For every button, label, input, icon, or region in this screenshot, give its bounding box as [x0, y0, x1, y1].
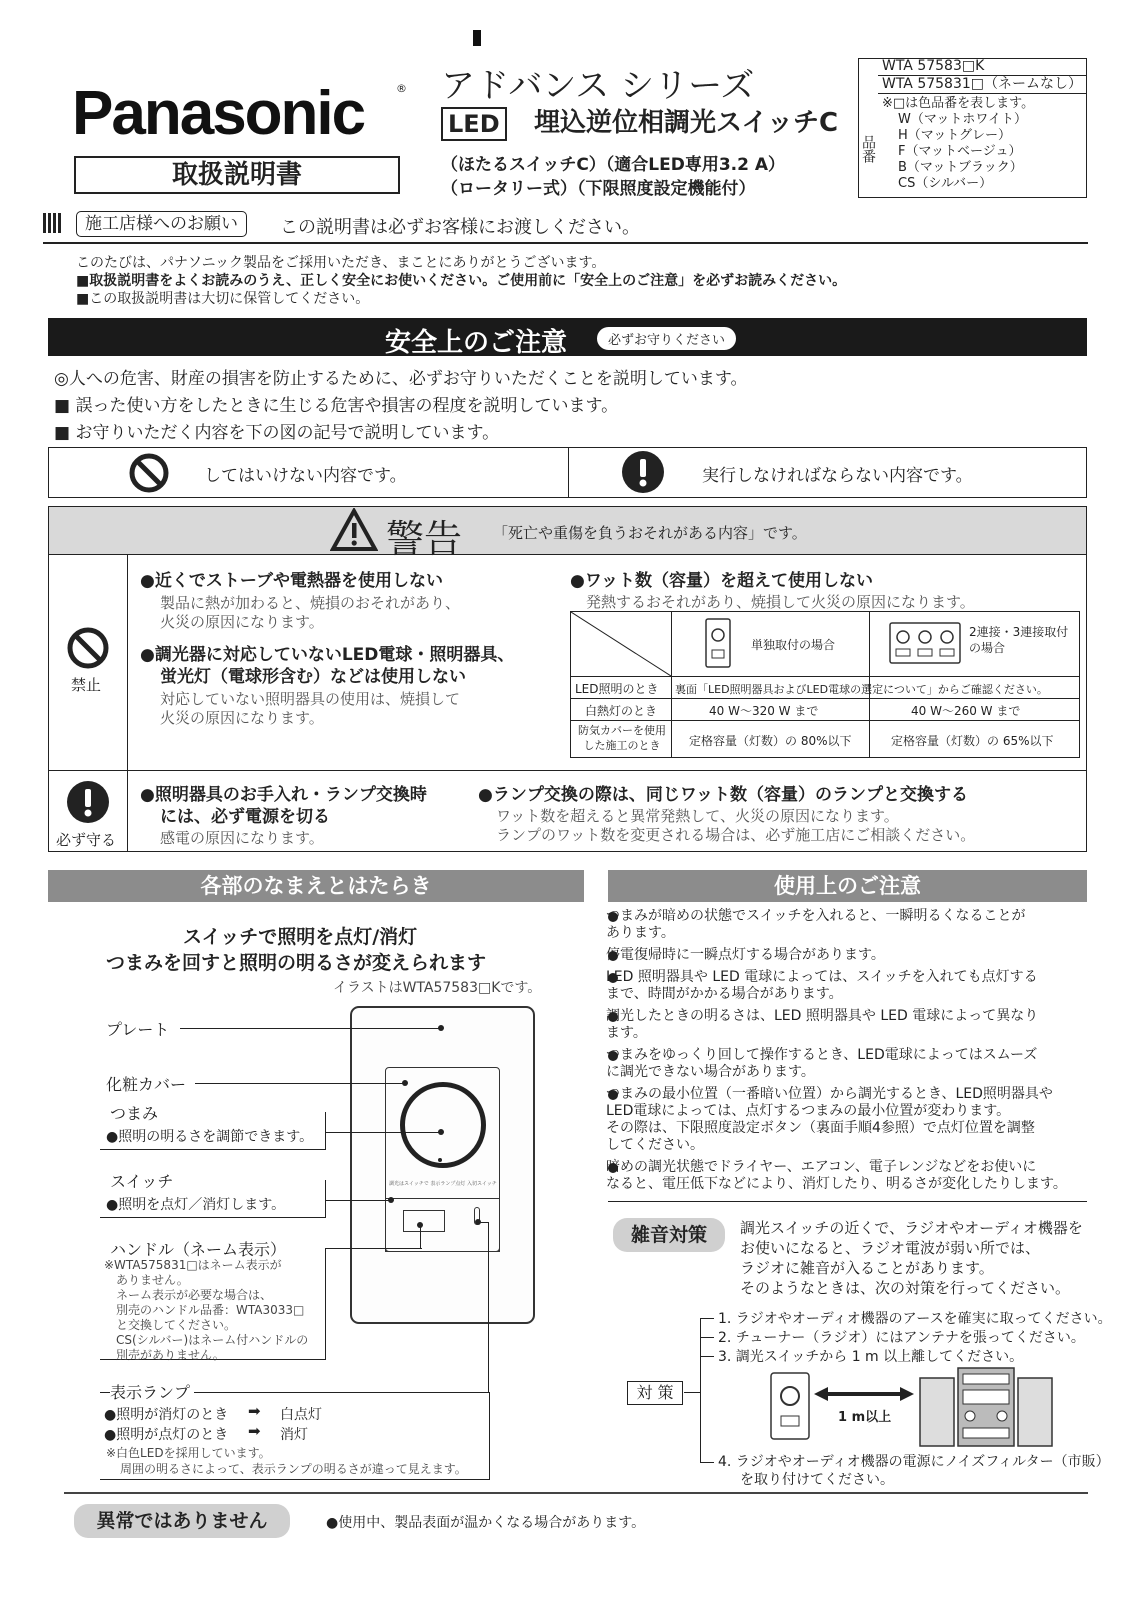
handle-notes — [104, 1258, 308, 1363]
leader-dot — [438, 1025, 444, 1031]
divider — [568, 447, 569, 498]
brand-logo: Panasonic — [72, 79, 365, 148]
leader-line — [420, 1225, 421, 1249]
not-abnormal-label: 異常ではありません — [74, 1504, 290, 1538]
row-value: 裏面「LED照明器具およびLED電球の選定について」からご確認ください。 — [675, 683, 1048, 696]
plate-print: 調光はスイッチで 表示ランプ点灯 入切スイッチ — [389, 1181, 497, 1187]
usage-item-line: 調光したときの明るさは、LED 照明器具や LED 電球によって異なり — [606, 1008, 1039, 1024]
safety-pill: 必ずお守りください — [597, 327, 736, 350]
pn-color: B（マットブラック） — [898, 160, 1023, 175]
usage-item-line: に調光できない場合があります。 — [606, 1064, 815, 1080]
mandatory-icon — [621, 450, 665, 494]
usage-item-line: 暗めの調光状態でドライヤー、エアコン、電子レンジなどをお使いに — [606, 1159, 1037, 1175]
handle-note: と交換してください。 — [116, 1318, 237, 1332]
usage-item-line: まで、時間がかかる場合があります。 — [606, 986, 843, 1002]
divider — [43, 242, 1088, 244]
part-number-label: 品番 — [860, 135, 876, 163]
pn-color: F（マットベージュ） — [898, 144, 1022, 159]
led-badge: LED — [441, 107, 507, 141]
row-value: 定格容量（灯数）の 65%以下 — [891, 734, 1054, 748]
warning-item-body: 火災の原因になります。 — [160, 613, 324, 631]
pn-color: H（マットグレー） — [898, 128, 1011, 143]
leader-line — [195, 1083, 405, 1084]
switch-desc: ●照明を点灯／消灯します。 — [106, 1197, 286, 1213]
handle-note: ※WTA575831□はネーム表示が — [104, 1258, 282, 1272]
warning-item-body: 対応していない照明器具の使用は、焼損して — [160, 690, 461, 708]
warning-item-body: ランプのワット数を変更される場合は、必ず施工店にご相談ください。 — [496, 826, 976, 844]
warning-note: 「死亡や重傷を負うおそれがある内容」です。 — [493, 524, 807, 542]
warning-item-body: ワット数を超えると異常発熱して、火災の原因になります。 — [496, 807, 899, 825]
noise-desc-line: ラジオに雑音が入ることがあります。 — [740, 1259, 994, 1277]
warning-item-body: 製品に熱が加わると、焼損のおそれがあり、 — [160, 594, 461, 612]
part-number-1: WTA 57583□K — [878, 58, 1087, 76]
pn-color: CS（シルバー） — [898, 176, 993, 191]
arrow-right-icon: ➡ — [248, 1422, 261, 1440]
safety-line: ■ 誤った使い方をしたときに生じる危害や損害の程度を説明しています。 — [54, 396, 619, 416]
distance-label: 1 m以上 — [838, 1410, 892, 1425]
divider — [571, 720, 1079, 721]
single-mount-label: 単独取付の場合 — [751, 638, 836, 652]
row-label: 白熱灯のとき — [585, 704, 658, 718]
leader-line — [326, 1132, 440, 1133]
countermeasure-label: 対 策 — [627, 1381, 683, 1405]
registration-mark — [473, 30, 481, 46]
audio-system-icon — [918, 1366, 1054, 1450]
row-label: LED照明のとき — [575, 682, 659, 696]
installer-request-label: 施工店様へのお願い — [76, 211, 247, 237]
divider — [571, 676, 1079, 677]
divider — [571, 698, 1079, 699]
row-label: 防気カバーを使用した施工のとき — [578, 724, 666, 752]
warning-item-heading: ●照明器具のお手入れ・ランプ交換時 — [140, 785, 427, 805]
noise-title: 雑音対策 — [613, 1218, 725, 1252]
noise-step: 2. チューナー（ラジオ）にはアンテナを張ってください。 — [718, 1330, 1085, 1346]
part-number-2: WTA 575831□（ネームなし） — [878, 76, 1087, 94]
divider — [64, 1492, 1088, 1494]
usage-item-line: LED電球によっては、点灯するつまみの最小位置が変わります。 — [606, 1103, 1011, 1119]
handle-note: CS(シルバー)はネーム付ハンドルの — [116, 1333, 309, 1347]
noise-step: 4. ラジオやオーディオ機器の電源にノイズフィルター（市販） — [718, 1454, 1110, 1470]
part-label-handle: ハンドル（ネーム表示） — [110, 1237, 290, 1260]
usage-item-line: つまみが暗めの状態でスイッチを入れると、一瞬明るくなることが — [606, 908, 1026, 924]
footer-text: ●使用中、製品表面が温かくなる場合があります。 — [326, 1515, 646, 1531]
parts-title: 各部のなまえとはたらき — [48, 870, 584, 902]
dimmer-switch-icon — [770, 1372, 810, 1440]
multi-mount-label: 2連接・3連接取付の場合 — [969, 625, 1069, 655]
divider — [608, 1201, 1087, 1202]
row-value: 定格容量（灯数）の 80%以下 — [689, 734, 852, 748]
arrow-right-icon: ➡ — [248, 1402, 261, 1420]
usage-item-line: あります。 — [606, 925, 675, 941]
intro-line: ■この取扱説明書は大切に保管してください。 — [76, 291, 370, 307]
warning-item-body: 発熱するおそれがあり、焼損して火災の原因になります。 — [586, 593, 975, 611]
product-name: 埋込逆位相調光スイッチC — [534, 108, 839, 138]
prohibition-icon — [128, 452, 170, 494]
wattage-table — [570, 611, 1080, 758]
leader-line — [488, 1222, 489, 1392]
row-value: 40 W～320 W まで — [709, 704, 819, 718]
multi-switch-icon — [889, 622, 961, 664]
divider — [671, 612, 672, 757]
lamp-state-2-value: 消灯 — [280, 1427, 308, 1443]
usage-item-line: つまみの最小位置（一番暗い位置）から調光するとき、LED照明器具や — [606, 1086, 1053, 1102]
prohibition-icon — [66, 626, 110, 670]
mandatory-legend: 実行しなければならない内容です。 — [702, 466, 973, 486]
handle-note: 別売のハンドル品番：WTA3033□ — [116, 1303, 305, 1317]
noise-step: 3. 調光スイッチから 1 m 以上離してください。 — [718, 1349, 1024, 1365]
bracket-line — [700, 1462, 714, 1463]
divider — [48, 770, 1087, 771]
warning-item-heading: ●調光器に対応していないLED電球・照明器具、 — [140, 645, 515, 665]
warning-item-heading: ●ワット数（容量）を超えて使用しない — [570, 571, 873, 591]
table-diagonal — [571, 612, 671, 676]
lamp-note: 周囲の明るさによって、表示ランプの明るさが違って見えます。 — [120, 1462, 467, 1476]
noise-step: を取り付けてください。 — [740, 1472, 894, 1488]
warning-item-heading: ●ランプ交換の際は、同じワット数（容量）のランプと交換する — [478, 785, 968, 805]
product-subtitle-1: （ほたるスイッチC）（適合LED専用3.2 A） — [441, 155, 786, 175]
lamp-state-2: ●照明が点灯のとき — [104, 1427, 229, 1443]
usage-item-line: ます。 — [606, 1025, 647, 1041]
lamp-state-1: ●照明が消灯のとき — [104, 1407, 229, 1423]
handle-note: 別売がありません。 — [116, 1348, 225, 1362]
prohibition-label: 禁止 — [71, 676, 102, 694]
mandatory-icon — [66, 780, 110, 824]
knob-illustration — [400, 1082, 486, 1168]
lamp-note: ※白色LEDを採用しています。 — [106, 1446, 271, 1460]
pn-color: W（マットホワイト） — [898, 112, 1027, 127]
warning-item-heading: には、必ず電源を切る — [160, 807, 330, 827]
knob-desc: ●照明の明るさを調節できます。 — [106, 1129, 314, 1145]
leader-dot — [388, 1197, 394, 1203]
qr-code-icon — [43, 213, 63, 233]
safety-line: ◎人への危害、財産の損害を防止するために、必ずお守りいただくことを説明しています。 — [54, 369, 748, 389]
warning-item-heading: ●近くでストーブや電熱器を使用しない — [140, 571, 443, 591]
pn-note: ※□は色品番を表します。 — [882, 96, 1035, 111]
warning-triangle-icon — [330, 508, 378, 552]
row-value: 40 W～260 W まで — [911, 704, 1021, 718]
warning-item-body: 火災の原因になります。 — [160, 709, 324, 727]
handle-illustration — [403, 1210, 445, 1232]
part-label-plate: プレート — [106, 1020, 170, 1039]
usage-item-line: その際は、下限照度設定ボタン（裏面手順4参照）で点灯位置を調整 — [606, 1120, 1035, 1136]
handle-note: ネーム表示が必要な場合は、 — [116, 1288, 273, 1302]
part-label-knob: つまみ — [110, 1101, 162, 1124]
leader-dot — [438, 1129, 444, 1135]
safety-header-bar — [48, 318, 1087, 356]
prohibition-legend: してはいけない内容です。 — [204, 466, 407, 486]
noise-desc-line: そのようなときは、次の対策を行ってください。 — [740, 1279, 1071, 1297]
double-arrow-icon — [814, 1386, 914, 1402]
bracket-line — [700, 1356, 714, 1357]
bracket-line — [700, 1318, 701, 1462]
warning-item-body: 感電の原因になります。 — [160, 829, 324, 847]
intro-line: ■取扱説明書をよくお読みのうえ、正しく安全にお使いください。ご使用前に「安全上のご注意」を必ずお読みください。 — [76, 273, 847, 289]
lamp-state-1-value: 白点灯 — [280, 1407, 322, 1423]
noise-desc — [740, 1218, 1083, 1298]
leader-dot — [417, 1222, 423, 1228]
leader-line — [326, 1248, 422, 1249]
parts-lead-1: スイッチで照明を点灯/消灯 — [183, 926, 418, 948]
single-switch-icon — [705, 618, 731, 668]
series-name: アドバンス シリーズ — [441, 66, 755, 106]
intro-line: このたびは、パナソニック製品をご採用いただき、まことにありがとうございます。 — [76, 255, 606, 271]
usage-item-line: 停電復帰時に一瞬点灯する場合があります。 — [606, 947, 885, 963]
usage-title: 使用上のご注意 — [608, 870, 1087, 902]
safety-title: 安全上のご注意 — [385, 328, 568, 358]
part-label-lamp: 表示ランプ — [110, 1380, 194, 1403]
installer-request-text: この説明書は必ずお客様にお渡しください。 — [280, 217, 640, 238]
manual-title: 取扱説明書 — [74, 156, 400, 194]
registered-mark: ® — [396, 82, 407, 95]
safety-line: ■ お守りいただく内容を下の図の記号で説明しています。 — [54, 423, 500, 443]
noise-desc-line: お使いになると、ラジオ電波が弱い所では、 — [740, 1239, 1041, 1257]
leader-dot — [475, 1219, 481, 1225]
knob-dot — [438, 1158, 442, 1162]
product-subtitle-2: （ロータリー式）（下限照度設定機能付） — [441, 179, 756, 199]
bracket-line — [700, 1337, 714, 1338]
parts-lead-2: つまみを回すと照明の明るさが変えられます — [106, 952, 487, 974]
bracket-line — [684, 1392, 700, 1393]
noise-step: 1. ラジオやオーディオ機器のアースを確実に取ってください。 — [718, 1311, 1112, 1327]
handle-note: ありません。 — [116, 1273, 189, 1287]
usage-item-line: してください。 — [606, 1137, 704, 1153]
warning-item-heading: 蛍光灯（電球形含む）などは使用しない — [160, 667, 466, 687]
leader-dot — [402, 1080, 408, 1086]
usage-item-line: LED 照明器具や LED 電球によっては、スイッチを入れても点灯する — [606, 969, 1038, 985]
warning-title: 警告 — [386, 517, 463, 561]
mandatory-label: 必ず守る — [56, 831, 117, 849]
leader-line — [180, 1028, 440, 1029]
usage-item-line: なると、電圧低下などにより、消灯したり、明るさが変化したりします。 — [606, 1176, 1067, 1192]
noise-desc-line: 調光スイッチの近くで、ラジオやオーディオ機器を — [740, 1219, 1083, 1237]
part-label-cover: 化粧カバー — [106, 1075, 187, 1094]
part-label-switch: スイッチ — [110, 1169, 177, 1192]
divider — [127, 555, 128, 852]
bracket-line — [700, 1318, 714, 1319]
usage-item-line: つまみをゆっくり回して操作するとき、LED電球によってはスムーズ — [606, 1047, 1038, 1063]
illustration-note: イラストはWTA57583□Kです。 — [333, 980, 542, 996]
leader-line — [326, 1200, 390, 1201]
